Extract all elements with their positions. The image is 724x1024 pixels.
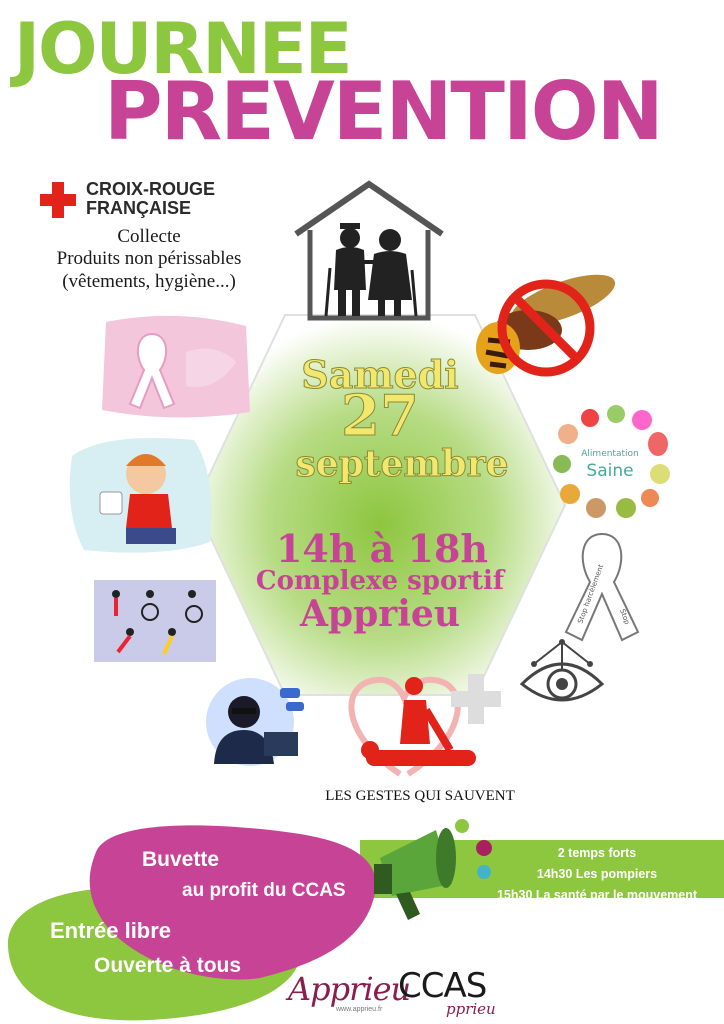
buvette-title: Buvette	[142, 848, 220, 871]
ribbon-text-left: Stop harcèlement	[576, 563, 606, 625]
gestes-caption: LES GESTES QUI SAUVENT	[325, 788, 515, 804]
temps-forts-title: 2 temps forts	[557, 846, 637, 860]
child-socket-icon	[64, 432, 216, 558]
buvette-subtitle: au profit du CCAS	[182, 880, 346, 901]
no-hornet-icon	[468, 260, 638, 390]
entree-title: Entrée libre	[50, 918, 172, 943]
croix-rouge-name: CROIX-ROUGE FRANÇAISE	[86, 179, 216, 218]
temps-forts	[470, 843, 724, 906]
event-month: septembre	[295, 443, 509, 485]
saine-label: Saine	[586, 461, 634, 481]
collecte-text: Collecte Produits non périssables (vêtements, hygiène...)	[56, 226, 242, 292]
title-journee: JOURNEE	[14, 8, 351, 90]
ccas-logo-sub: pprieu	[446, 1000, 496, 1018]
apprieu-logo: Apprieu	[288, 970, 411, 1008]
sports-icon	[94, 580, 216, 662]
title-prevention: PREVENTION	[104, 65, 662, 158]
apprieu-url: www.apprieu.fr	[336, 1006, 383, 1013]
healthy-food-icon	[548, 404, 672, 522]
event-day-name: Samedi	[301, 352, 459, 397]
alimentation-label: Alimentation	[581, 449, 639, 459]
temps-forts-item: 14h30 Les pompiers	[536, 867, 658, 881]
event-day: 27	[341, 383, 419, 449]
ribbon-icon	[560, 528, 644, 646]
pink-ribbon-icon	[96, 312, 256, 422]
first-aid-icon	[330, 664, 520, 778]
eye-icon	[516, 634, 608, 714]
event-town: Apprieu	[300, 593, 460, 635]
ribbon-text-right: Stop	[618, 607, 632, 626]
temps-forts-item: 15h30 La santé par le mouvement	[496, 888, 698, 902]
house-couple-icon	[290, 178, 448, 328]
red-cross-icon	[40, 182, 76, 218]
event-place: Complexe sportif	[255, 566, 505, 596]
cyber-icon	[200, 678, 310, 766]
entree-subtitle: Ouverte à tous	[94, 954, 242, 977]
event-hours: 14h à 18h	[275, 526, 489, 571]
ccas-logo: CCAS	[398, 966, 487, 1006]
